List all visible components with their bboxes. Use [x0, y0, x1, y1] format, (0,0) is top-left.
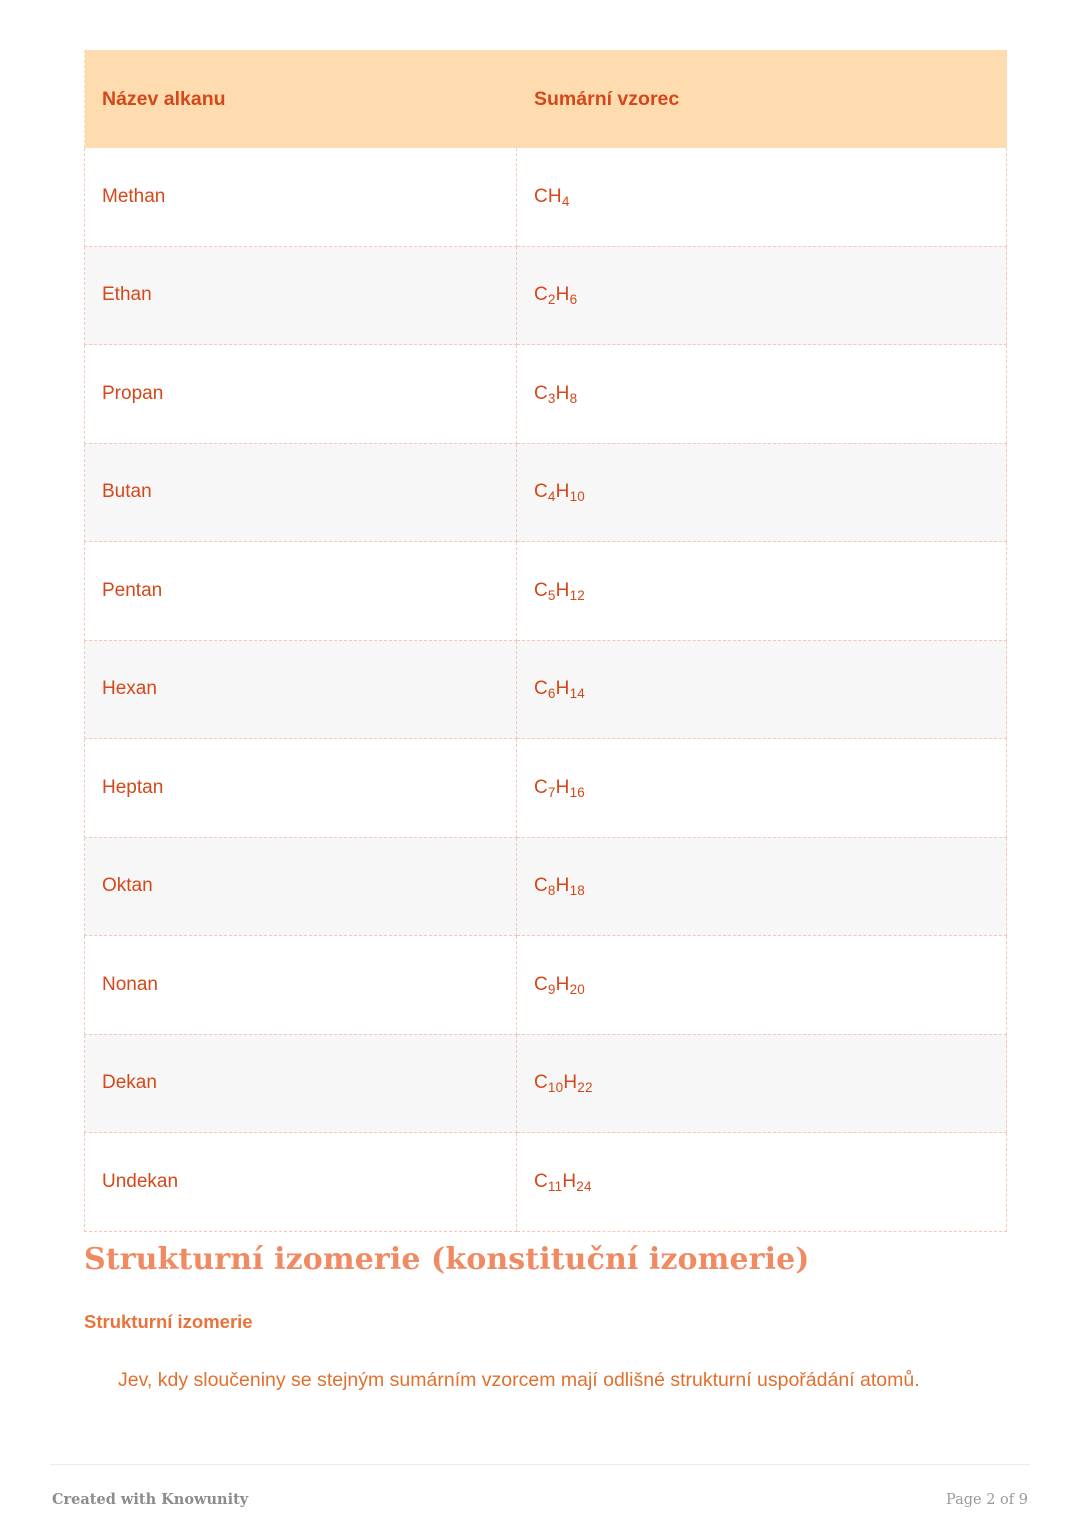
- table-row: [85, 246, 1007, 345]
- formula-text: $C_6H_{14}$: [534, 678, 585, 702]
- footer-divider: [50, 1464, 1030, 1465]
- definition-text: Jev, kdy sloučeniny se stejným sumárním vzorcem mají odlišné strukturní uspořádání atomů.: [118, 1369, 920, 1391]
- cell-alkane-name: Ethan: [85, 246, 517, 345]
- cell-alkane-name: Pentan: [85, 542, 517, 641]
- footer-credit: Created with Knowunity: [52, 1491, 249, 1508]
- formula-text: $C_3H_8$: [534, 382, 578, 406]
- cell-alkane-name: Methan: [85, 148, 517, 246]
- cell-formula: [517, 542, 1007, 641]
- cell-formula: [517, 640, 1007, 739]
- cell-formula: [517, 1133, 1007, 1232]
- table-row: [85, 1133, 1007, 1232]
- page-title: Strukturní izomerie (konstituční izomerie): [84, 1242, 810, 1277]
- formula-text: $CH_4$: [534, 185, 570, 209]
- cell-formula: [517, 443, 1007, 542]
- cell-formula: [517, 837, 1007, 936]
- cell-formula: [517, 345, 1007, 444]
- table-row: [85, 837, 1007, 936]
- table-row: [85, 936, 1007, 1035]
- column-header-name: Název alkanu: [85, 50, 517, 148]
- table-row: [85, 443, 1007, 542]
- table-row: [85, 1034, 1007, 1133]
- footer-page-number: Page 2 of 9: [946, 1492, 1028, 1508]
- cell-alkane-name: Nonan: [85, 936, 517, 1035]
- formula-text: $C_4H_{10}$: [534, 481, 585, 505]
- cell-alkane-name: Undekan: [85, 1133, 517, 1232]
- table-row: [85, 345, 1007, 444]
- cell-formula: [517, 246, 1007, 345]
- alkane-table: [84, 50, 1007, 1232]
- table-header-row: [85, 50, 1007, 148]
- cell-formula: [517, 936, 1007, 1035]
- formula-text: $C_2H_6$: [534, 284, 578, 308]
- formula-text: $C_8H_{18}$: [534, 875, 585, 899]
- cell-alkane-name: Butan: [85, 443, 517, 542]
- cell-alkane-name: Oktan: [85, 837, 517, 936]
- column-header-formula: Sumární vzorec: [517, 50, 1007, 148]
- cell-formula: [517, 148, 1007, 246]
- cell-alkane-name: Heptan: [85, 739, 517, 838]
- formula-text: $C_{10}H_{22}$: [534, 1072, 593, 1096]
- table-row: [85, 542, 1007, 641]
- alkane-table-container: [84, 50, 1006, 1232]
- cell-alkane-name: Propan: [85, 345, 517, 444]
- table-row: [85, 148, 1007, 246]
- table-row: [85, 640, 1007, 739]
- table-header: [85, 50, 1007, 148]
- formula-text: $C_7H_{16}$: [534, 776, 585, 800]
- formula-text: $C_{11}H_{24}$: [534, 1170, 592, 1194]
- table-body: [85, 148, 1007, 1231]
- cell-formula: [517, 1034, 1007, 1133]
- formula-text: $C_9H_{20}$: [534, 973, 585, 997]
- section-subtitle: Strukturní izomerie: [84, 1311, 253, 1332]
- cell-alkane-name: Dekan: [85, 1034, 517, 1133]
- cell-alkane-name: Hexan: [85, 640, 517, 739]
- table-row: [85, 739, 1007, 838]
- formula-text: $C_5H_{12}$: [534, 579, 585, 603]
- cell-formula: [517, 739, 1007, 838]
